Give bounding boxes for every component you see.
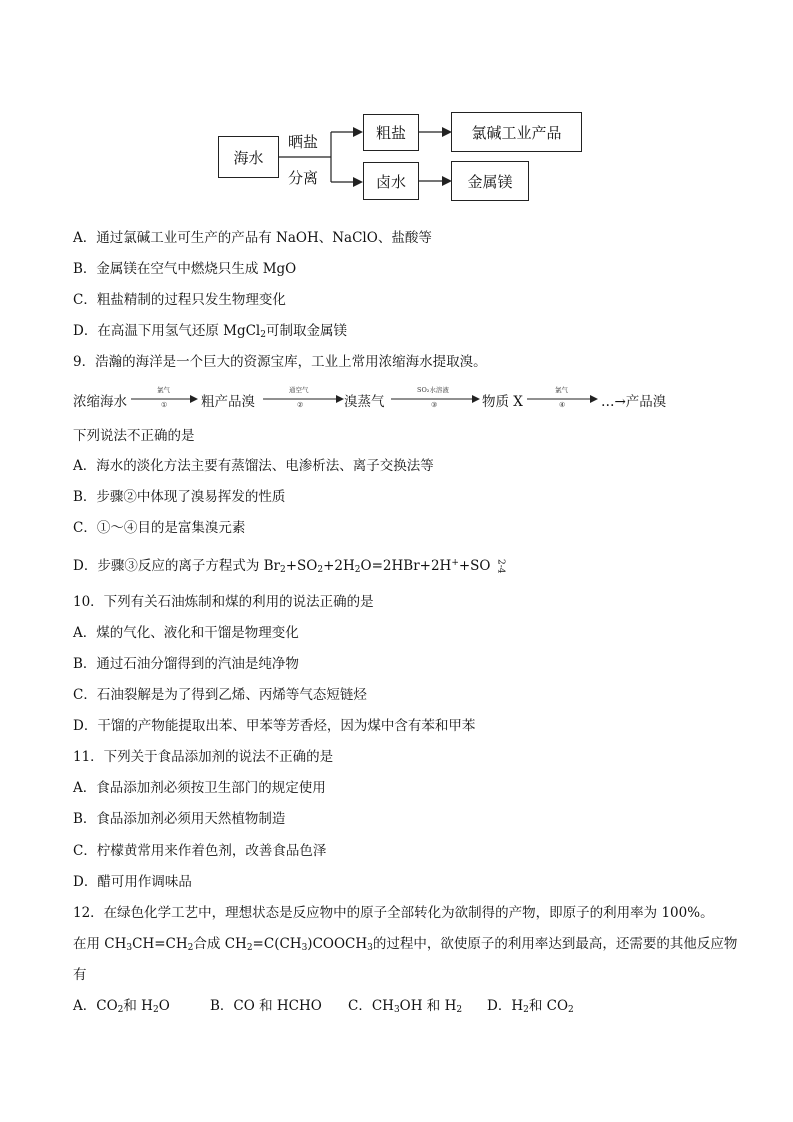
q8-option-b: B．金属镁在空气中燃烧只生成 MgO [73, 261, 297, 277]
flow-step4-number: ④ [559, 401, 566, 409]
q9-prompt: 下列说法不正确的是 [73, 428, 195, 444]
process-label-top: 晒盐 [288, 133, 319, 151]
q12-option-c: C．$CH_3OH$ 和 $H_2$ [348, 998, 463, 1015]
q9-option-a: A．海水的淡化方法主要有蒸馏法、电渗析法、离子交换法等 [73, 458, 434, 474]
q10-option-a: A．煤的气化、液化和干馏是物理变化 [73, 625, 299, 641]
flow-start: 浓缩海水 [73, 394, 127, 410]
q9-stem: 9．浩瀚的海洋是一个巨大的资源宝库，工业上常用浓缩海水提取溴。 [73, 354, 487, 370]
q12-option-a: A．$CO_2$和 $H_2O$ [73, 998, 170, 1015]
box-magnesium-label: 金属镁 [467, 172, 513, 191]
flow-crude-bromine: 粗产品溴 [201, 394, 255, 410]
box-crude-salt [363, 114, 419, 151]
flow-step3-reagent: SO₂水溶液 [417, 386, 449, 394]
flow-step1-number: ① [161, 401, 168, 409]
box-chloralkali-label: 氯碱工业产品 [471, 123, 562, 142]
q8-option-c: C．粗盐精制的过程只发生物理变化 [73, 292, 286, 308]
box-crude-salt-label: 粗盐 [375, 124, 406, 142]
q12-stem: 12．在绿色化学工艺中，理想状态是反应物中的原子全部转化为欲制得的产物，即原子的利用率为 100%。 [73, 905, 714, 921]
q12-option-b: B．CO 和 HCHO [210, 998, 322, 1014]
q10-option-c: C．石油裂解是为了得到乙烯、丙烯等气态短链烃 [73, 687, 367, 703]
q10-option-d: D．干馏的产物能提取出苯、甲苯等芳香烃，因为煤中含有苯和甲苯 [73, 718, 476, 734]
sulfate-charge-index: 2-4 [495, 559, 506, 574]
flow-step3-number: ③ [431, 401, 438, 409]
flow-product-bromine: …→产品溴 [601, 394, 667, 410]
box-seawater [218, 136, 279, 178]
q9-option-d: D．步骤③反应的离子方程式为 $Br_2+SO_2+2H_2O=2HBr+2H^++SO$ 2-4 [73, 554, 510, 579]
box-brine-label: 卤水 [375, 172, 406, 191]
q12-stem-line2: 在用 $CH_3CH=CH_2$合成 $CH_2=C(CH_3)COOCH_3$的过程中，欲使原子的利用率达到最高，还需要的其他反应物 [73, 936, 738, 953]
q11-option-a: A．食品添加剂必须按卫生部门的规定使用 [73, 780, 326, 796]
box-seawater-label: 海水 [233, 148, 264, 167]
arrow-to-chloralkali [419, 124, 453, 140]
q8-option-d: D．在高温下用氢气还原 MgCl$_2$可制取金属镁 [73, 323, 347, 340]
process-label-bottom: 分离 [288, 169, 319, 187]
branch-arrows [279, 120, 369, 200]
q11-stem: 11．下列关于食品添加剂的说法不正确的是 [73, 749, 334, 765]
flow-bromine-vapor: 溴蒸气 [344, 394, 385, 410]
flow-substance-x: 物质 X [482, 394, 523, 410]
q11-option-c: C．柠檬黄常用来作着色剂，改善食品色泽 [73, 843, 327, 859]
q12-option-d: D．$H_2$和 $CO_2$ [487, 998, 574, 1015]
box-chloralkali-products [451, 112, 582, 152]
flow-step2-number: ② [297, 401, 304, 409]
q12-stem-line3: 有 [73, 967, 87, 983]
q9-option-c: C．①～④目的是富集溴元素 [73, 520, 246, 536]
flow-step4-reagent: 氯气 [555, 386, 568, 394]
q11-option-d: D．醋可用作调味品 [73, 874, 192, 890]
q11-option-b: B．食品添加剂必须用天然植物制造 [73, 811, 286, 827]
q10-stem: 10．下列有关石油炼制和煤的利用的说法正确的是 [73, 594, 374, 610]
flow-step1-reagent: 氯气 [157, 386, 170, 394]
box-magnesium [451, 161, 529, 201]
q10-option-b: B．通过石油分馏得到的汽油是纯净物 [73, 656, 299, 672]
q9-option-b: B．步骤②中体现了溴易挥发的性质 [73, 489, 286, 505]
flow-step2-reagent: 通空气 [289, 386, 309, 394]
arrow-to-magnesium [419, 173, 453, 189]
box-brine [363, 162, 419, 200]
q8-option-a: A．通过氯碱工业可生产的产品有 NaOH、NaClO、盐酸等 [73, 230, 432, 246]
